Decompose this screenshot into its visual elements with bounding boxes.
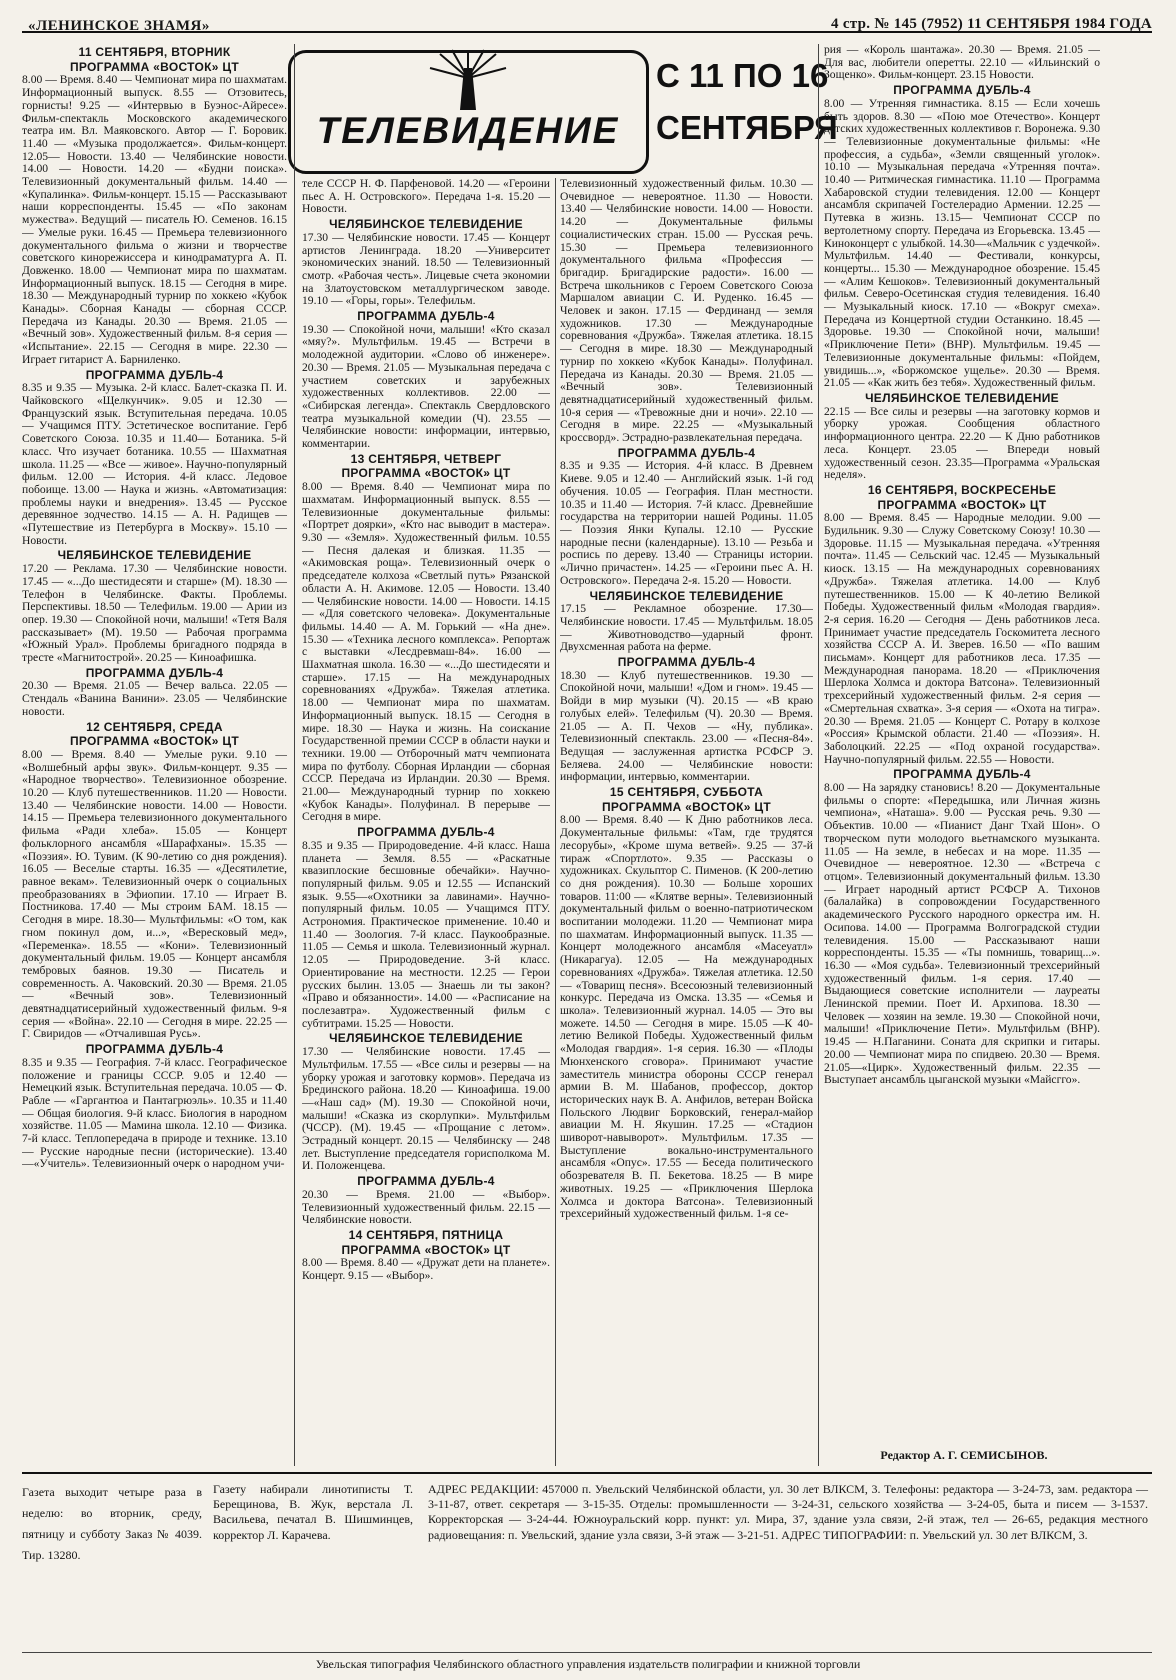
banner-title: ТЕЛЕВИДЕНИЕ (316, 110, 620, 151)
schedule-text: 18.30 — Клуб путешественников. 19.30 — Спокойной ночи, малыши! «Дом и гном». 19.45 — Войди в мир музыки (Ч). 20.15 — «В краю голубых елей». Телефильм (Ч). 20.30 — Время. 21.05 — А. П. Чехов — «Ну, публика». Телевизионный спектакль. 23.00 — «Песня-84». Ведущая — заслуженная артистка РСФСР Э. Беляева. 24.00 — Челябинские новости: информации, интервью, комментарии. (560, 668, 813, 784)
section-heading: ПРОГРАММА «ВОСТОК» ЦТ (601, 799, 772, 814)
schedule-text: 22.15 — Все силы и резервы —на заготовку кормов и уборку урожая. Сообщения областного информационного центра. 22.20 — К Дню работников леса. Концерт. 23.05 — Впереди новый художественный сезон. 23.35—Программа «Уральская неделя». (824, 404, 1100, 482)
section-heading: 13 СЕНТЯБРЯ, ЧЕТВЕРГ (350, 451, 502, 466)
section-heading: ЧЕЛЯБИНСКОЕ ТЕЛЕВИДЕНИЕ (57, 548, 252, 563)
issue-info: 4 стр. № 145 (7952) 11 СЕНТЯБРЯ 1984 ГОДА (830, 16, 1152, 32)
schedule-text: 8.35 и 9.35 — География. 7-й класс. Географическое положение и границы СССР. 9.05 и 12.40 — Немецкий язык. Вступительная передача. 10.05 — Ф. Рабле — «Гаргантюа и Пантагрюэль». 10.35 и 11.40 — Общая биология. 9-й класс. Биология в народном хозяйстве. 11.05 — Мамина школа. 12.10 — Физика. 7-й класс. Теплопередача в природе и технике. 13.10 — Русские народные песни (исторические). 13.40—«Учитель». Телевизионный очерк о народном учи- (22, 1055, 287, 1171)
section-heading: 12 СЕНТЯБРЯ, СРЕДА (86, 719, 223, 734)
section-heading: ПРОГРАММА «ВОСТОК» ЦТ (341, 466, 511, 481)
schedule-text: 8.00 — Время. 8.40 — Чемпионат мира по шахматам. Информационный выпуск. 8.55 — Телевизионные документальные фильмы: «Портрет доярки», «Кто нас выводит в мастера». 9.30 — «Земля». Художественный фильм. 10.55 — Песня далекая и близкая. 11.35 — «Акимовская роща». Телевизионный очерк о председателе колхоза «Светлый путь» Рязанской области А. Н. Акимове. 12.05 — Новости. 13.40 — Челябинские новости. 14.00 — Новости. 14.15 — «Для советского человека». Документальные фильмы. 14.40 — А. М. Горький — «На дне». 15.30 — «Техника лесного комплекса». Репортаж с выставки «Лесдревмаш-84». 16.00 — Шахматная школа. 16.30 — «...До шестидесяти и старше». 17.15 — На международных соревнованиях «Дружба». Тяжелая атлетика. 18.00 — Чемпионат мира по шахматам. Информационный выпуск. 18.15 — Сегодня в мире. 18.30 — Наука и жизнь. На соискание Государственной премии СССР в области науки и техники. 19.00 — Отборочный матч чемпионата мира по футболу. Сборная Ирландии — сборная СССР. Передача из Ирландии. 20.30 — Время. 21.00— Международный турнир по хоккею «Кубок Канады». Полуфинал. В перерыве — Сегодня в мире. (302, 480, 550, 824)
section-heading: 14 СЕНТЯБРЯ, ПЯТНИЦА (348, 1227, 504, 1242)
schedule-text: 8.35 и 9.35 — История. 4-й класс. В Древнем Киеве. 9.05 и 12.40 — Английский язык. 1-й год обучения. 10.05 — География. План местности. 10.35 и 11.40 — История. 7-й класс. Древнейшие государства на территории нашей Родины. 11.05 — Поэзия Янки Купалы. 12.10 — Русские народные песни (календарные). 13.10 — Резьба и роспись по дереву. 13.40 — Страницы истории. «Лично причастен». 14.25 — «Героини пьес А. Н. Островского». Передача 2-я. 15.20 — Новости. (560, 459, 813, 587)
section-heading: 16 СЕНТЯБРЯ, ВОСКРЕСЕНЬЕ (867, 482, 1057, 497)
tv-tower-icon (428, 48, 508, 110)
section-heading: ПРОГРАММА «ВОСТОК» ЦТ (877, 497, 1047, 512)
section-heading: ЧЕЛЯБИНСКОЕ ТЕЛЕВИДЕНИЕ (865, 390, 1059, 405)
section-heading: ЧЕЛЯБИНСКОЕ ТЕЛЕВИДЕНИЕ (329, 1031, 523, 1046)
section-heading: ПРОГРАММА ДУБЛЬ-4 (85, 367, 224, 382)
footer-bottom-rule (22, 1652, 1152, 1653)
section-heading: ПРОГРАММА ДУБЛЬ-4 (85, 1042, 224, 1057)
column-4 (824, 44, 1100, 1444)
section-heading: ПРОГРАММА ДУБЛЬ-4 (357, 1174, 495, 1189)
schedule-text: 8.00 — На зарядку становись! 8.20 — Документальные фильмы о спорте: «Передышка, или Личная жизнь чемпиона», «Наташа». 9.00 — Русская речь. 9.30 — Объектив. 10.00 — «Пианист Данг Тхай Шон». О творческом пути молодого вьетнамского музыканта. 11.05 — На земле, в небесах и на море. 11.35 — Очевидное — невероятное. 12.30 — «Встреча с отцом». Телевизионный документальный фильм. 13.30— Играет народный артист РСФСР А. Тихонов (балалайка) в сопровождении Государственного академического Русского народного оркестра им. Н. Осипова. 14.00 — Программа Волгоградской студии телевидения. 15.00 — Рассказывают наши корреспонденты. 15.35 — «Ты помнишь, товарищ...». 16.30 — «Моя судьба». Телевизионный трехсерийный художественный фильм. 1-я серия. 17.40 — Выдающиеся советские исполнители — лауреаты Ленинской премии. Поет И. Архипова. 18.30 — Человек — хозяин на земле. 19.30 — Спокойной ночи, малыши! «Приключение Пети». Мультфильм (ВНР). 19.45 — Н.Паганини. Соната для скрипки и гитары. 20.00 — Чемпионат мира по спидвею. 20.30 — Время. 21.05—«Цирк». Художественный фильм. 22.35 — Выступает ансамбль цыганской музыки «Майсгго». (824, 781, 1100, 1087)
schedule-text: 8.00 — Время. 8.40 — К Дню работников леса. Документальные фильмы: «Там, где трудятся лесорубы», «Кроме шума ветвей». 9.25 — 37-й тираж «Спортлото». 9.35 — Рассказы о художниках. Скульптор С. Пименов. (К 200-летию со дня рождения). 10.30 — Больше хороших товаров. 11:00 — «Клятве верны». Телевизионный документальный фильм о военно-патриотическом воспитании молодежи. 11.20 — Чемпионат мира по шахматам. Информационный выпуск. 11.35 — Концерт молодежного ансамбля «Масеуатл» (Никарагуа). 12.05 — На международных соревнованиях «Дружба». Тяжелая атлетика. 12.50 — «Товарищ песня». Всесоюзный телевизионный конкурс. Передача из Омска. 13.35 — «Семья и школа». Телевизионный журнал. 14.05 — Это вы можете. 14.50 — Сегодня в мире. 15.05 —К 40-летию Великой Победы. Художественный фильм «Молодая гвардия». 1-я серия. 16.30 — «Плоды Мюнхенского сговора». Принимают участие заместитель министра обороны СССР генерал армии В. М. Шабанов, профессор, доктор исторических наук В. А. Анфилов, ветеран Войска Польского Людвиг Борковский, генерал-майор авиации М. Н. Якушин. 17.25 — «Стадион шиворот-навыворот». Мультфильм. 17.35 — Выступление вокально-инструментального ансамбля «Опус». 17.55 — Беседа политического обозревателя В. П. Бекетова. 18.25 — В мире животных. 19.25 — «Приключения Шерлока Холмса и доктора Ватсона». Телевизионный трехсерийный художественный фильм. 1-я се- (560, 813, 813, 1221)
footer-rule (22, 1472, 1152, 1474)
section-heading: ПРОГРАММА ДУБЛЬ-4 (893, 83, 1031, 98)
section-heading: ЧЕЛЯБИНСКОЕ ТЕЛЕВИДЕНИЕ (329, 217, 523, 232)
schedule-text: 17.30 — Челябинские новости. 17.45 —Мультфильм. 17.55 — «Все силы и резервы — на уборку урожая и заготовку кормов». Передача из Брединского района. 18.20 — Киноафиша. 19.00 —«Наш сад» (М). 19.30 — Спокойной ночи, малыши! «Сказка из скорлупки». Мультфильм (ЧССР). (М). 19.45 — «Прощание с летом». Эстрадный концерт. 20.15 — Челябинску — 248 лет. Выступление председателя горисполкома М. И. Положенцева. (302, 1045, 550, 1173)
newspaper-name: «ЛЕНИНСКОЕ ЗНАМЯ» (28, 18, 210, 34)
schedule-text: 8.00 — Время. 8.40 — Умелые руки. 9.10 — «Волшебный арфы звук». Фильм-концерт. 9.35 — «Народное творчество». Телевизионное обозрение. 10.20 — Клуб путешественников. 11.20 — Новости. 13.40 — Челябинские новости. 14.00 — Новости. 14.15 — Премьера телевизионного документального фильма «Ради хлеба». 15.05 — Концерт фольклорного ансамбля «Шарафханы». 15.35 — «Поэзия». Ю. Тувим. (К 90-летию со дня рождения). 16.05 — Веселые старты. 16.35 — «Десятилетие, равное векам». Телевизионный очерк о социальных преобразованиях в Эфиопии. 17.10 — Играет В. Постникова. 17.40 — Мы строим БАМ. 18.15 — Сегодня в мире. 18.30— Мультфильмы: «О том, как гном покинул дом, и...», «Вересковый мед», «Переменка». 18.55 — «Кони». Телевизионный документальный фильм. 19.05 — Концерт ансамбля тембровых баянов. 19.30 — Писатель и современность. А. Чаковский. 20.30 — Время. 21.05 — «Вечный зов». Телевизионный девятнадцатисерийный художественный фильм. 9-я серия — «Война». 22.10 — Сегодня в мире. 22.25 — Г. Свиридов — «Отчалившая Русь». (22, 747, 287, 1041)
section-heading: ПРОГРАММА ДУБЛЬ-4 (617, 655, 756, 670)
printing-house: Увельская типография Челябинского областного управления издательств полиграфии и книжной торговли (315, 1657, 861, 1671)
schedule-text: Телевизионный художественный фильм. 10.30 — Очевидное — невероятное. 11.30 — Новости. 13.40 — Челябинские новости. 14.00 — Новости. 14.20 — Документальные фильмы социалистических стран. 15.00 — Русская речь. 15.30 — Премьера телевизионного документального фильма «Профессия — бригадир. Бригадирские радости». 16.00 — Встреча школьников с Героем Советского Союза Маршалом авиации С. И. Руденко. 16.45 — Человек и закон. 17.15 — Фердинанд — земля художников. 17.30 — Международные соревнования «Дружба». Тяжелая атлетика. 18.15 — Сегодня в мире. 18.30 — Международный турнир по хоккею «Кубок Канады». Полуфинал. Передача из Канады. 20.30 — Время. 21.05 — «Вечный зов». Телевизионный девятнадцатисерийный художественный фильм. 10-я серия — «Тревожные дни и ночи». 22.10 — Сегодня в мире. 22.25 — «Музыкальный кроссворд». Эстрадно-развлекательная передача. (560, 178, 813, 445)
schedule-text: 8.00 — Время. 8.40 — Чемпионат мира по шахматам. Информационный выпуск. 8.55 — Отзовитесь, горнисты! 9.25 — «Интервью в Буэнос-Айресе». Фильм-спектакль Московского академического театра им. Вл. Маяковского. Автор — Г. Боровик. 11.40 — «Музыка продолжается». Фильм-концерт. 12.05— Новости. 13.40 — Челябинские новости. 14.00 — Новости. 14.20 — «Будни поиска». Телевизионный документальный фильм. 14.40 — «Купалинка». Фильм-концерт. 15.15 — Рассказывают наши корреспонденты. 15.45 — «По законам мужества». Ведущий — писатель Ю. Семенов. 16.15 — Умелые руки. 16.45 — Премьера телевизионного документального фильма о жизни и творчестве советского кинорежиссера и кинодраматурга А. П. Довженко. 18.00 — Чемпионат мира по шахматам. Информационный выпуск. 18.15 — Сегодня в мире. 18.30 — Международный турнир по хоккею «Кубок Канады». Сборная Канады — сборная СССР. Передача из Канады. 20.30 — Время. 21.05 — «Вечный зов». Художественный фильм. 8-я серия — «Испытание». 22.15 — Сегодня в мире. 22.30 — Играет гитарист А. Барниленко. (22, 73, 287, 366)
publication-schedule: Газета выходит четыре раза в неделю: во вторник, среду, пятницу и субботу Заказ № 4039. Тир. 13280. (22, 1485, 202, 1562)
section-heading: ПРОГРАММА «ВОСТОК» ЦТ (69, 59, 240, 74)
schedule-text: 17.20 — Реклама. 17.30 — Челябинские новости. 17.45 — «...До шестидесяти и старше» (М). 18.30 — Телефон в Челябинске. Факты. Проблемы. Перспективы. 18.50 — Телефильм. 19.00 — Арии из опер. 19.30 — Спокойной ночи, малыши! «Тетя Валя рассказывает» (М). 19.50 — Рабочая программа «Южный Урал». Проблемы бригадного подряда в тресте «Магнитострой». 20.25 — Киноафишка. (22, 562, 287, 665)
banner-dates-line2: СЕНТЯБРЯ (656, 109, 838, 146)
column-divider (818, 44, 819, 1466)
schedule-text: 20.30 — Время. 21.05 — Вечер вальса. 22.05 — Стендаль «Ванина Ванини». 23.05 — Челябинские новости. (22, 679, 287, 718)
section-heading: 15 СЕНТЯБРЯ, СУББОТА (609, 785, 764, 800)
column-divider (294, 44, 295, 1466)
section-heading: ПРОГРАММА ДУБЛЬ-4 (85, 665, 224, 680)
column-1 (22, 44, 287, 1466)
typesetters-credit: Газету набирали линотиписты Т. Берещинова, В. Жук, верстала Л. Васильева, печатал В. Шишминцев, корректор Л. Карачева. (213, 1482, 413, 1542)
schedule-text: 17.30 — Челябинские новости. 17.45 — Концерт артистов Ленинграда. 18.20 —Университет экономических знаний. 18.50 — Телевизионный смотр. «Рабочая честь». Лицевые счета экономии на Златоустовском металлургическом заводе. 19.10 — «Горы, горы». Телефильм. (302, 230, 550, 308)
schedule-text: рия — «Король шантажа». 20.30 — Время. 21.05 — Для вас, любители оперетты. 22.10 — «Ильинский о Зощенко». Фильм-концерт. 23.15 Новости. (824, 44, 1100, 82)
section-heading: ПРОГРАММА ДУБЛЬ-4 (617, 445, 756, 460)
schedule-text: 19.30 — Спокойной ночи, малыши! «Кто сказал «мяу?». Мультфильм. 19.45 — Встречи в молодежной аудитории. «Слово об инженере». 20.30 — Время. 21.05 — Музыкальная передача с участием советских и зарубежных художественных коллективов. 22.00 — «Сибирская легенда». Спектакль Свердловского театра музыкальной комедии (Ч). 23.55 — Челябинские новости: информации, интервью, комментарии. (302, 322, 550, 451)
schedule-text: 8.35 и 9.35 — Музыка. 2-й класс. Балет-сказка П. И. Чайковского «Щелкунчик». 9.05 и 12.30 — Французский язык. Вступительная передача. 10.05 — Учащимся ПТУ. Эстетическое воспитание. Герб Советского Союза. 10.35 и 11.40— Ботаника. 5-й класс. Что изучает ботаника. 10.55 — Шахматная школа. 11.25 — «Все — живое». Научно-популярный фильм. 12.00 — История. 4-й класс. Ледовое побоище. 13.00 — Наука и жизнь. «Автоматизация: проблемы науки и внедрения». 13.45 — Русское деревянное зодчество. 14.15 — А. Н. Радищев — «Путешествие из Петербурга в Москву». 15.10 — Новости. (22, 381, 287, 547)
schedule-text: 8.00 — Время. 8.45 — Народные мелодии. 9.00 — Будильник. 9.30 — Служу Советскому Союзу! 10.30 — Здоровье. 11.15 — Музыкальная передача. «Утренняя почта». 11.45 — Сельский час. 12.45 — Музыкальный киоск. 13.15 — На международных соревнованиях «Дружба». Тяжелая атлетика. 14.00 — Клуб путешественников. 15.00 — К 40-летию Великой Победы. Художественный фильм «Молодая гвардия». 2-я серия. 16.20 — Сегодня — День работников леса. Принимает участие председатель Госкомитета лесного хозяйства СССР А. И. Зверев. 16.50 — «По вашим письмам». Концерт для работников леса. 17.35 — Международная панорама. 18.20 — «Приключения Шерлока Холмса и доктора Ватсона». Телевизионный трехсерийный художественный фильм. 2-я серия — «Смертельная схватка». 3-я серия — «Охота на тигра». 20.30 — Время. 21.05 — Концерт С. Ротару в колхозе «Россия» Крымской области. 21.40 — «Поэзия». Н. Заболоцкий. 22.25 — «Под охраной государства». Научно-популярный фильм. 22.55 — Новости. (824, 511, 1100, 766)
banner-dates (656, 50, 838, 154)
section-heading: ПРОГРАММА ДУБЛЬ-4 (357, 825, 495, 840)
editor-credit: Редактор А. Г. СЕМИСЫНОВ. (880, 1448, 1048, 1462)
schedule-text: теле СССР Н. Ф. Парфеновой. 14.20 — «Героини пьес А. Н. Островского». Передача 1-я. 15.20 — Новости. (302, 178, 550, 216)
column-3 (560, 178, 813, 1466)
section-heading: ПРОГРАММА ДУБЛЬ-4 (893, 767, 1031, 782)
editorial-address: АДРЕС РЕДАКЦИИ: 457000 п. Увельский Челябинской области, ул. 30 лет ВЛКСМ, 3. Телефоны: редактора — 3-24-73, зам. редактора — 3-11-87, ответ. секретаря — 3-15-35. Отделы: промышленности — 3-24-31, сельского хозяйства — 3-24-05, быта и писем — 3-1537. Корректорская — 3-24-44. Южноуральский корр. пункт: ул. Мира, 37, здание узла связи, 2-й этаж, тел — 26-65, редакция местного радиовещания: п. Увельский, здание узла связи, 3-й этаж — 3-21-51. АДРЕС ТИПОГРАФИИ: п. Увельский ул. 30 лет ВЛКСМ, 3. (428, 1482, 1148, 1542)
section-heading: ПРОГРАММА «ВОСТОК» ЦТ (69, 734, 240, 749)
television-banner (288, 44, 838, 174)
schedule-text: 17.15 — Рекламное обозрение. 17.30— Челябинские новости. 17.45 — Мультфильм. 18.05 — Животноводство—ударный фронт. Двухсменная работа на ферме. (560, 602, 813, 654)
section-heading: 11 СЕНТЯБРЯ, ВТОРНИК (78, 45, 231, 59)
column-divider (555, 178, 556, 1466)
section-heading: ПРОГРАММА ДУБЛЬ-4 (357, 309, 495, 324)
banner-dates-line1: С 11 ПО 16 (656, 57, 829, 94)
schedule-text: 20.30 — Время. 21.00 — «Выбор». Телевизионный художественный фильм. 22.15 — Челябинские новости. (302, 1187, 550, 1227)
schedule-text: 8.00 — Время. 8.40 — «Дружат дети на планете». Концерт. 9.15 — «Выбор». (302, 1256, 550, 1283)
section-heading: ПРОГРАММА «ВОСТОК» ЦТ (341, 1242, 511, 1257)
schedule-text: 8.00 — Утренняя гимнастика. 8.15 — Если хочешь быть здоров. 8.30 — «Пою мое Отечество». Концерт детских художественных коллективов г. Воронежа. 9.30 — Телевизионные документальные фильмы: «Не профессия, а судьба», «Земли священный уголок». 10.10 — Музыкальная передача «Утренняя почта». 10.40 — Ритмическая гимнастика. 11.10 — Программа Хабаровской студии телевидения. 12.00 — Концерт ансамбля скрипачей Гостелерадио Армении. 12.25 — Путевка в жизнь. 13.15— Чемпионат СССР по вертолетному спорту. Передача из Егорьевска. 13.45 — Киноконцерт с улыбкой. 14.30—«Мальчик с уздечкой». Мультфильм. 14.40 — Фестивали, конкурсы, концерты... 15.30 — Международное обозрение. 15.45 — «Алим Кешоков». Телевизионный документальный фильм. Северо-Осетинская студия телевидения. 16.40 — Музыкальный киоск. 17.10 — «Вокруг смеха». Передача из Концертной студии Останкино. 18.45 — Здоровье. 19.30 — Спокойной ночи, малыши! «Приключение Пети» (ВНР). Мультфильм. 19.45 — Телевизионные документальные фильмы: «Пойдем, увидишь...», «Боржомское ущелье». 20.30 — Время. 21.05 — «Как жить без тебя». Художественный фильм. (824, 96, 1100, 390)
schedule-text: 8.35 и 9.35 — Природоведение. 4-й класс. Наша планета — Земля. 8.55 — «Раскатные квазиплоские бесшовные обечайки». Научно-популярный фильм. 9.05 и 12.55 — Испанский язык. 9.55—«Охотники за лавинами». Научно-популярный фильм. 10.05 — Учащимся ПТУ. Астрономия. Практическое применение. 10.40 и 11.40 — Зоология. 7-й класс. Паукообразные. 11.05 — Семья и школа. Телевизионный журнал. 12.05 — Природоведение. 3-й класс. Ориентирование на местности. 12.25 — Герои русских былин. 13.05 — Знаешь ли ты закон? «Право и обязанности». 14.00 — «Расписание на послезавтра». Художественный фильм с субтитрами. 15.25 — Новости. (302, 838, 550, 1030)
section-heading: ЧЕЛЯБИНСКОЕ ТЕЛЕВИДЕНИЕ (589, 588, 784, 603)
column-2 (302, 178, 550, 1466)
